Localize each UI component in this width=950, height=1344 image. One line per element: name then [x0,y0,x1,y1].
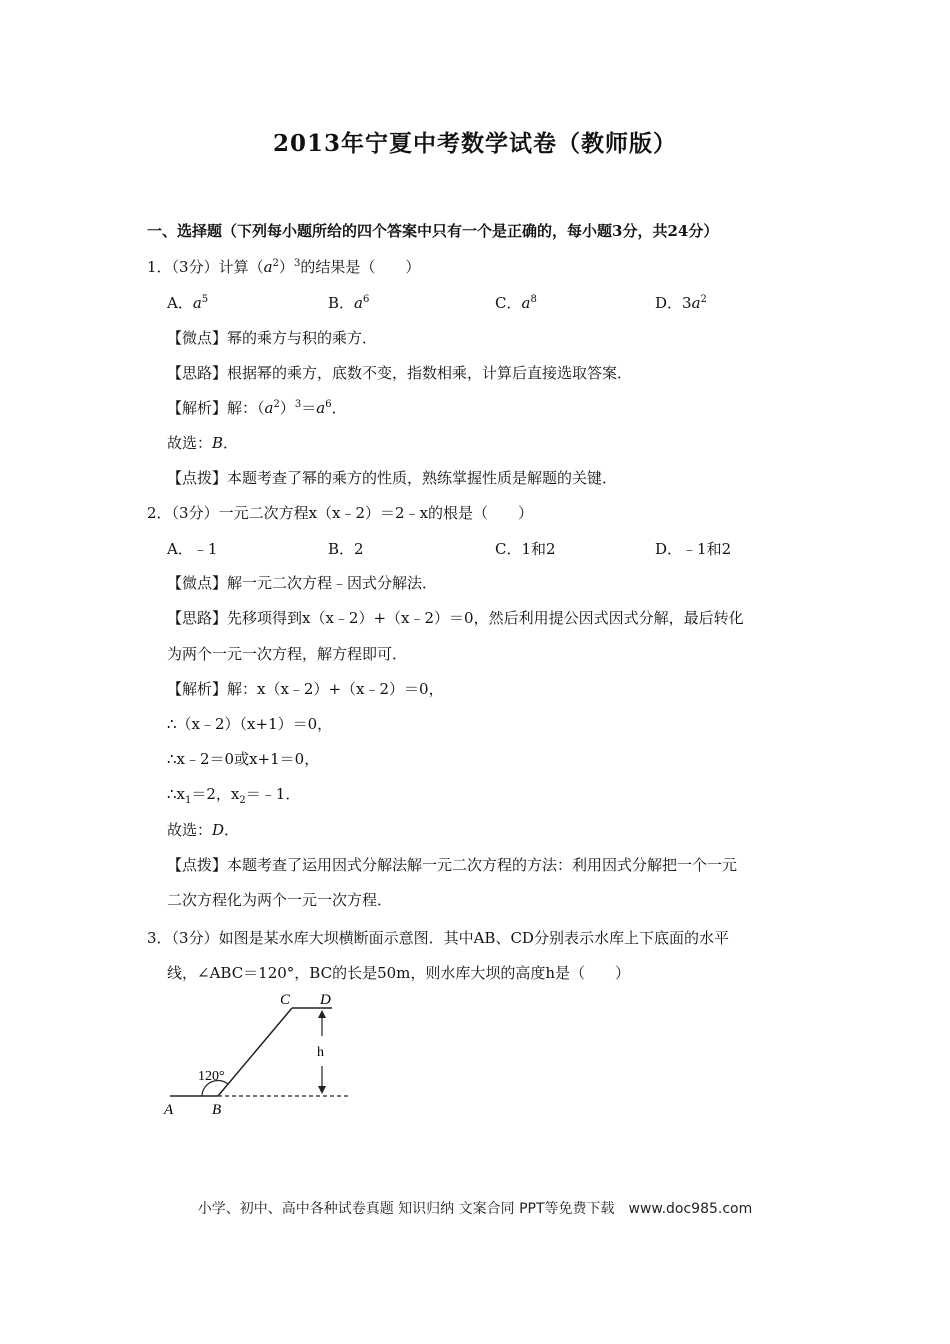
arrow-up-icon [318,1010,326,1018]
q1-comment: 【点拨】本题考查了幂的乘方的性质，熟练掌握性质是解题的关键． [167,469,618,487]
q1-stem-text-a: 1．（3分）计算（ [147,258,264,276]
q1-option-c[interactable]: C．$a^8$ [495,294,537,312]
q2-option-b[interactable]: B．2 [328,540,364,558]
q1-idea: 【思路】根据幂的乘方，底数不变，指数相乘，计算后直接选取答案． [167,364,633,382]
q1-option-a[interactable]: A．$a^5$ [167,294,209,312]
q1-choose: 故选：B． [167,434,239,452]
q2-analysis-line-3: ∴x﹣2＝0或x+1＝0， [167,750,320,768]
q1-stem-exp: 2 [272,258,279,269]
q3-stem-line-1: 3．（3分）如图是某水库大坝横断面示意图．其中AB、CD分别表示水库上下底面的水平 [147,929,729,947]
q2-comment-line-1: 【点拨】本题考查了运用因式分解法解一元二次方程的方法：利用因式分解把一个一元 [167,856,738,874]
q2-option-d[interactable]: D．﹣1和2 [655,540,732,558]
q1-stem-text-b: ） [278,258,294,276]
q2-analysis-line-2: ∴（x﹣2）（x+1）＝0， [167,715,333,733]
dam-cross-section-figure [160,988,360,1118]
label-a: A [164,1102,174,1118]
q2-choose: 故选：D． [167,821,240,839]
q3-stem-line-2: 线，∠ABC＝120°，BC的长是50m，则水库大坝的高度h是（ ） [167,964,631,982]
label-h: h [317,1045,324,1060]
q2-options [0,538,950,558]
label-b: B [212,1102,222,1118]
q2-analysis-line-4: $\therefore x_1=2$，$x_2=﹣1$． [167,785,301,806]
q2-comment-line-2: 二次方程化为两个一元一次方程． [167,891,393,909]
arrow-down-icon [318,1086,326,1094]
q2-stem: 2．（3分）一元二次方程x（x﹣2）＝2﹣x的根是（ ） [147,504,534,522]
footer-text: 小学、初中、高中各种试卷真题 知识归纳 文案合同 PPT等免费下载 www.doc985.com [197,1201,753,1217]
q2-point: 【微点】解一元二次方程﹣因式分解法． [167,574,438,592]
q2-option-c[interactable]: C．1和2 [495,540,556,558]
q1-stem [147,256,420,277]
label-angle: 120° [198,1069,225,1084]
q1-stem-exp2: 3 [293,258,301,269]
q1-analysis: 【解析】解：$(a^2)^3=a^6$． [167,399,347,417]
q1-option-b[interactable]: B．$a^6$ [328,294,370,312]
q1-options [0,292,950,312]
q1-point: 【微点】幂的乘方与积的乘方． [167,329,378,347]
q1-stem-var: a [263,258,273,276]
q2-idea-line-2: 为两个一元一次方程，解方程即可． [167,645,408,663]
q2-option-a[interactable]: A．﹣1 [167,540,218,558]
q1-stem-text-c: 的结果是（ ） [300,258,421,276]
q2-idea-line-1: 【思路】先移项得到x（x﹣2）+（x﹣2）＝0，然后利用提公因式因式分解，最后转化 [167,609,744,627]
section-title: 一、选择题（下列每小题所给的四个答案中只有一个是正确的，每小题3分，共24分） [147,222,719,240]
label-d: D [320,992,331,1008]
page-title: 2013年宁夏中考数学试卷（教师版） [272,130,677,157]
q2-analysis-line-1: 【解析】解：x（x﹣2）+（x﹣2）＝0， [167,680,444,698]
q1-option-d[interactable]: D．$3a^2$ [655,294,707,312]
line-bc [218,1008,292,1096]
label-c: C [280,992,291,1008]
